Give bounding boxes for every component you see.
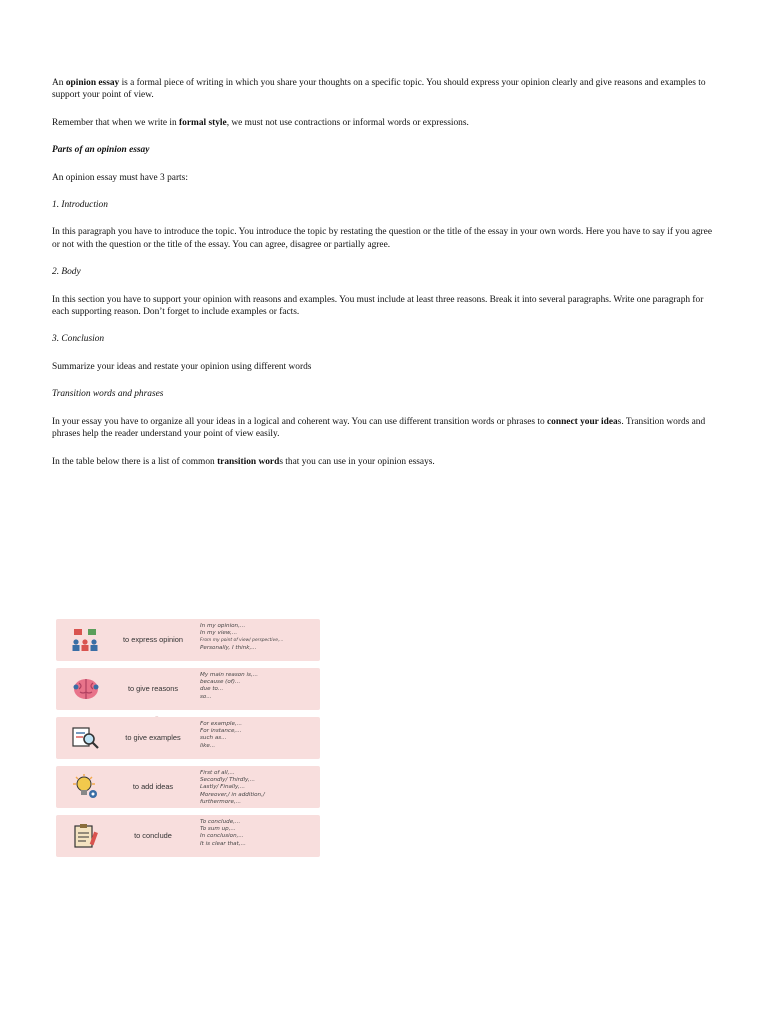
parts-heading: Parts of an opinion essay [52, 145, 150, 156]
transition-heading: Transition words and phrases [52, 389, 164, 400]
section-text-conclusion: Summarize your ideas and restate your opinion using different words [52, 361, 312, 372]
table-row-add-ideas [56, 766, 320, 808]
people-opinion-icon [70, 626, 102, 654]
lightbulb-icon [70, 773, 102, 801]
intro-paragraph: An opinion essay is a formal piece of writing in which you share your thoughts on a specific topic. You should express your opinion clearly and give reasons and examples to support your point of view. [52, 78, 706, 101]
transition-words-term: transition word [217, 456, 280, 467]
table-row-give-examples [56, 717, 320, 759]
row-label: to give reasons [127, 683, 179, 693]
opinion-essay-term: opinion essay [65, 78, 120, 88]
table-row-conclude [56, 815, 320, 857]
section-heading-introduction: 1. Introduction [52, 200, 108, 211]
document-body [52, 77, 716, 468]
clipboard-icon [70, 822, 102, 850]
row-label: to add ideas [132, 781, 174, 791]
section-text-body: In this section you have to support your opinion with reasons and examples. You must include at least three reasons. Break it into several paragraphs. Write one paragraph for each supporting reason. Don’t forget to include examples or facts. [52, 294, 704, 318]
magnifier-icon [70, 724, 102, 752]
row-phrases: In my opinion,... In my view,... From my point of view/ perspective,... Personally, I think,... [200, 623, 284, 651]
table-intro-paragraph: In the table below there is a list of common transition words that you can use in your opinion essays. [52, 456, 435, 467]
brain-icon [70, 675, 102, 703]
parts-intro: An opinion essay must have 3 parts: [52, 172, 188, 183]
formal-style-paragraph: Remember that when we write in formal style, we must not use contractions or informal words or expressions. [52, 117, 469, 128]
row-phrases: First of all,... Secondly/ Thirdly,... Lastly/ Finally,... Moreover,/ in addition,/ furthermore,... [200, 770, 265, 805]
row-phrases: My main reason is,... because (of)... due to... so... [200, 672, 259, 700]
row-label: to conclude [134, 830, 172, 840]
row-phrases: To conclude,... To sum up,... In conclusion,... It is clear that,... [200, 819, 246, 847]
table-row-express-opinion [56, 619, 320, 661]
row-phrases: For example,... For instance,... such as... like... [200, 721, 243, 749]
transition-paragraph: In your essay you have to organize all your ideas in a logical and coherent way. You can use different transition words or phrases to connect your ideas. Transition words and phrases help the reader understand your point of view easily. [52, 416, 706, 440]
section-heading-conclusion: 3. Conclusion [52, 334, 105, 345]
formal-style-term: formal style [179, 117, 227, 128]
row-label: to give examples [125, 732, 181, 742]
table-row-give-reasons [56, 668, 320, 710]
row-label: to express opinion [123, 634, 183, 644]
transition-words-table-image [56, 619, 320, 857]
section-heading-body: 2. Body [52, 267, 81, 278]
section-text-introduction: In this paragraph you have to introduce the topic. You introduce the topic by restating the question or the title of the essay in your own words. Here you have to say if you agree or not with the question or the title of the essay. You can agree, disagree or partially agree. [52, 227, 712, 250]
connect-ideas-term: connect your idea [547, 416, 618, 427]
